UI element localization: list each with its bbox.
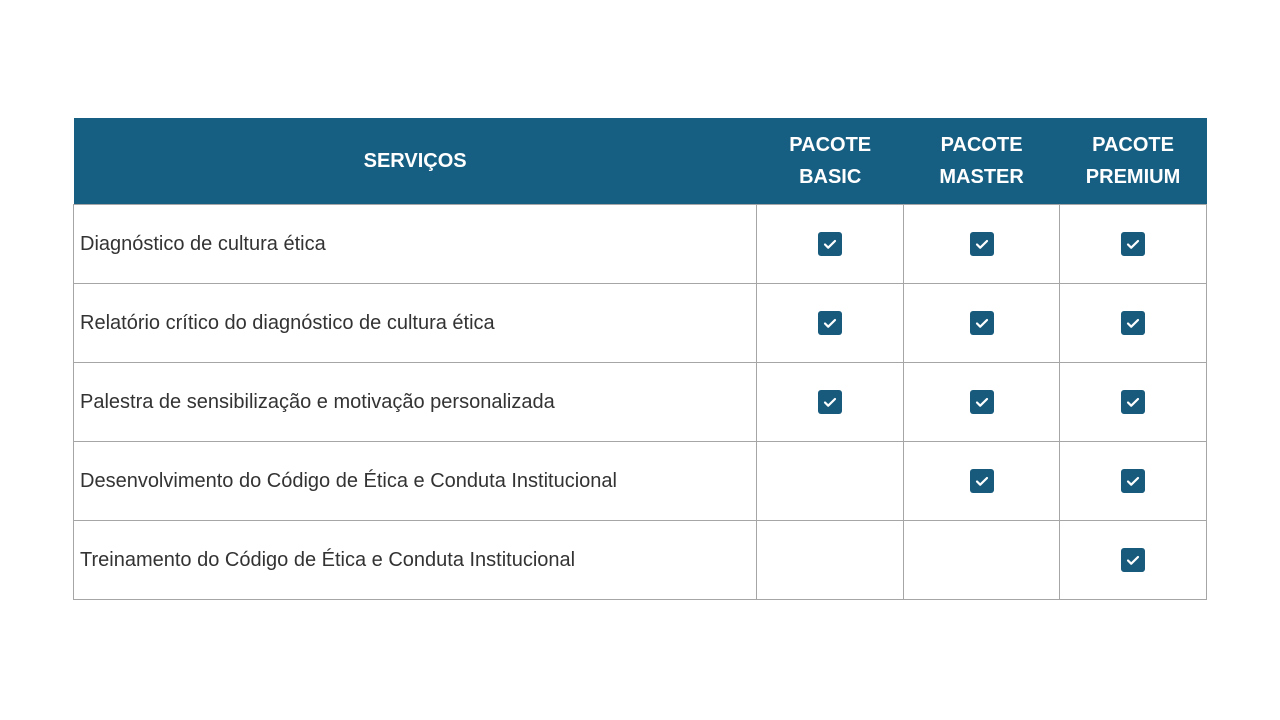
- plan-cell: [1060, 205, 1207, 284]
- table-row: [74, 442, 1207, 521]
- service-name: Desenvolvimento do Código de Ética e Conduta Institucional: [74, 442, 757, 521]
- checkbox-checked-icon: [1121, 232, 1145, 256]
- plan-cell: [904, 442, 1060, 521]
- header-plan-premium: [1060, 118, 1207, 205]
- service-name: Palestra de sensibilização e motivação personalizada: [74, 363, 757, 442]
- plan-cell: [904, 521, 1060, 600]
- checkbox-checked-icon: [970, 311, 994, 335]
- plan-cell: [757, 521, 904, 600]
- header-row: [74, 118, 1207, 205]
- header-plan-basic: [757, 118, 904, 205]
- checkbox-checked-icon: [818, 311, 842, 335]
- checkbox-checked-icon: [1121, 390, 1145, 414]
- checkbox-checked-icon: [970, 390, 994, 414]
- header-plan-master: [904, 118, 1060, 205]
- table-row: [74, 205, 1207, 284]
- table-row: [74, 284, 1207, 363]
- service-name: Diagnóstico de cultura ética: [74, 205, 757, 284]
- plan-cell: [757, 205, 904, 284]
- service-name: Relatório crítico do diagnóstico de cultura ética: [74, 284, 757, 363]
- plan-cell: [904, 205, 1060, 284]
- plan-label: PACOTE: [940, 134, 1023, 156]
- checkbox-checked-icon: [1121, 469, 1145, 493]
- table-row: [74, 521, 1207, 600]
- checkbox-checked-icon: [970, 469, 994, 493]
- plan-cell: [1060, 521, 1207, 600]
- plan-name: PREMIUM: [1085, 166, 1181, 188]
- plan-cell: [1060, 363, 1207, 442]
- plan-name: MASTER: [939, 166, 1024, 188]
- checkbox-checked-icon: [970, 232, 994, 256]
- plan-cell: [1060, 442, 1207, 521]
- plan-label: PACOTE: [789, 134, 872, 156]
- plan-cell: [757, 363, 904, 442]
- header-services: SERVIÇOS: [74, 118, 757, 205]
- plan-cell: [904, 363, 1060, 442]
- table-row: [74, 363, 1207, 442]
- checkbox-checked-icon: [1121, 311, 1145, 335]
- service-name: Treinamento do Código de Ética e Conduta Institucional: [74, 521, 757, 600]
- checkbox-checked-icon: [1121, 548, 1145, 572]
- plan-label: PACOTE: [1092, 134, 1174, 156]
- plan-cell: [757, 442, 904, 521]
- plan-cell: [904, 284, 1060, 363]
- checkbox-checked-icon: [818, 390, 842, 414]
- plan-cell: [757, 284, 904, 363]
- checkbox-checked-icon: [818, 232, 842, 256]
- services-comparison-table: [73, 118, 1207, 600]
- plan-name: BASIC: [799, 166, 862, 188]
- plan-cell: [1060, 284, 1207, 363]
